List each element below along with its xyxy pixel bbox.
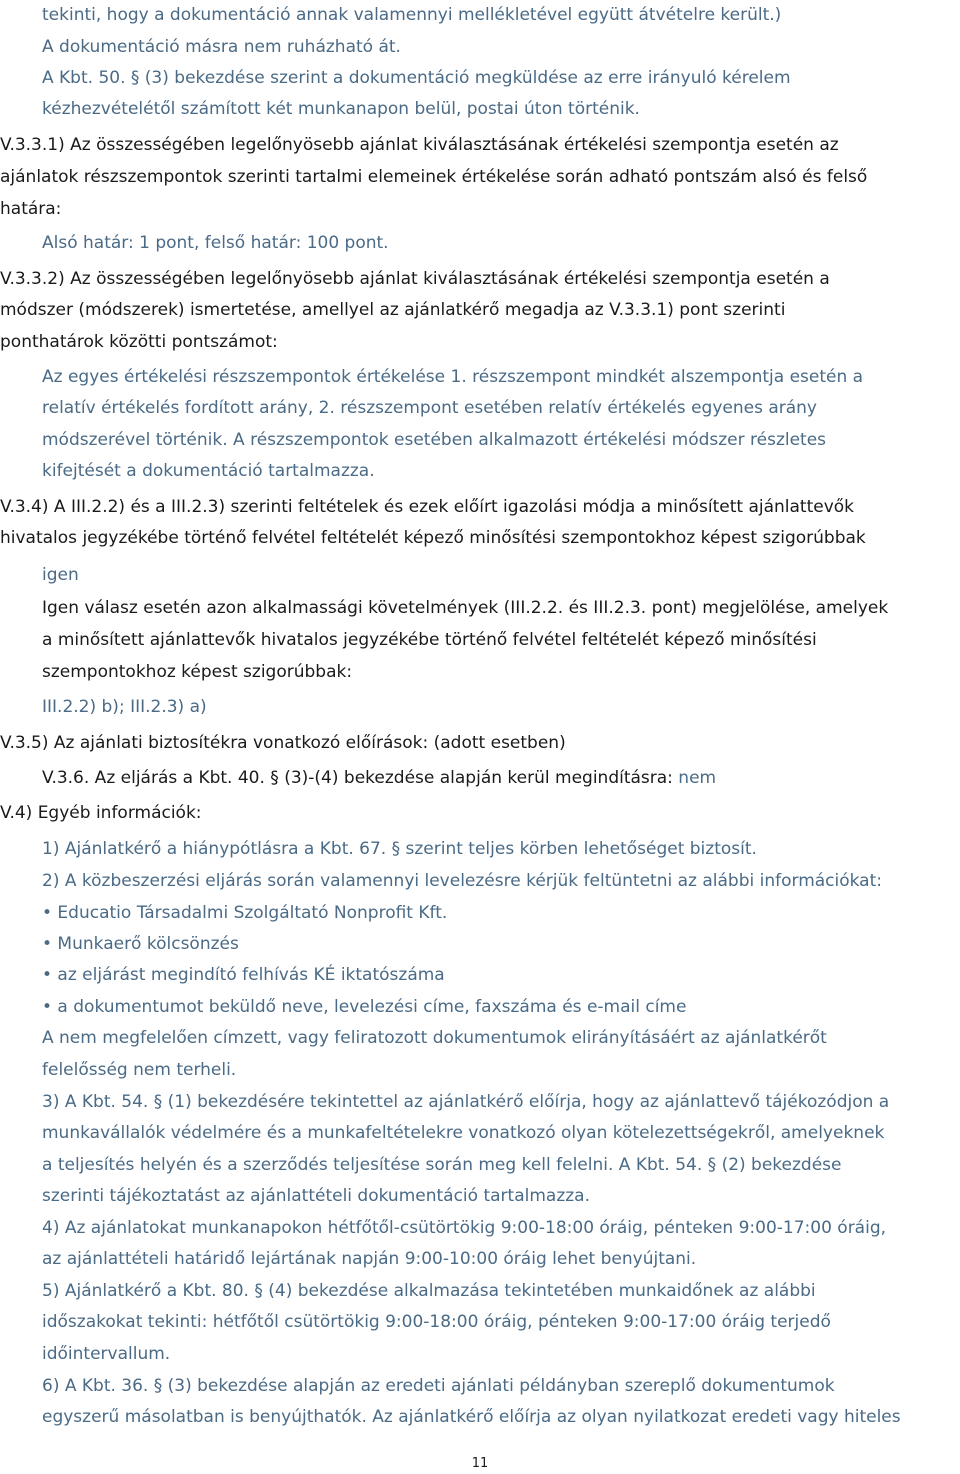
bullet-item: • az eljárást megindító felhívás KÉ iktatószáma (42, 965, 445, 985)
text-line: egyszerű másolatban is benyújthatók. Az ajánlatkérő előírja az olyan nyilatkozat eredeti vagy hiteles (42, 1407, 901, 1427)
list-item: 2) A közbeszerzési eljárás során valamennyi levelezésre kérjük feltüntetni az alábbi információkat: (42, 871, 882, 891)
section-heading: V.3.4) A III.2.2) és a III.2.3) szerinti feltételek és ezek előírt igazolási módja a minősített ajánlattevők (0, 497, 855, 517)
text-line: a minősített ajánlattevők hivatalos jegyzékébe történő felvétel feltételét képező minősítési (42, 630, 817, 650)
bullet-item: • Educatio Társadalmi Szolgáltató Nonprofit Kft. (42, 903, 448, 923)
text-line: időszakokat tekinti: hétfőtől csütörtökig 9:00-18:00 óráig, pénteken 9:00-17:00 óráig terjedő (42, 1312, 831, 1332)
list-item: 6) A Kbt. 36. § (3) bekezdése alapján az eredeti ajánlati példányban szereplő dokumentumok (42, 1376, 835, 1396)
text-line: ajánlatok részszempontok szerinti tartalmi elemeinek értékelése során adható pontszám alsó és felső (0, 167, 868, 187)
section-heading: V.3.5) Az ajánlati biztosítékra vonatkozó előírások: (adott esetben) (0, 733, 566, 753)
list-item: 3) A Kbt. 54. § (1) bekezdésére tekintettel az ajánlatkérő előírja, hogy az ajánlattevő tájékozódjon a (42, 1092, 890, 1112)
text-line: Igen válasz esetén azon alkalmassági követelmények (III.2.2. és III.2.3. pont) megjelölése, amelyek (42, 598, 889, 618)
text-line: Az egyes értékelési részszempontok értékelése 1. részszempont mindkét alszempontja esetén a (42, 367, 864, 387)
answer-value: III.2.2) b); III.2.3) a) (42, 697, 207, 717)
text-line: tekinti, hogy a dokumentáció annak valamennyi mellékletével együtt átvételre került.) (42, 5, 782, 25)
text-line: időintervallum. (42, 1344, 171, 1364)
text-line: A nem megfelelően címzett, vagy feliratozott dokumentumok elirányításáért az ajánlatkérőt (42, 1028, 827, 1048)
text-line: a teljesítés helyén és a szerződés teljesítése során meg kell felelni. A Kbt. 54. § (2) bekezdése (42, 1155, 842, 1175)
text-line: szempontokhoz képest szigorúbbak: (42, 662, 353, 682)
question-text: V.3.6. Az eljárás a Kbt. 40. § (3)-(4) bekezdése alapján kerül megindításra: (42, 768, 673, 788)
answer-value: nem (672, 768, 717, 788)
text-line: határa: (0, 199, 62, 219)
list-item: 1) Ajánlatkérő a hiánypótlásra a Kbt. 67. § szerint teljes körben lehetőséget biztosít. (42, 839, 757, 859)
section-heading: V.3.3.2) Az összességében legelőnyösebb ajánlat kiválasztásának értékelési szempontja esetén a (0, 269, 830, 289)
text-line: kézhezvételétől számított két munkanapon belül, postai úton történik. (42, 99, 640, 119)
text-line: relatív értékelés fordított arány, 2. részszempont esetében relatív értékelés egyenes arány (42, 398, 817, 418)
text-line: ponthatárok közötti pontszámot: (0, 332, 278, 352)
page-number: 11 (471, 1456, 489, 1471)
text-line: szerinti tájékoztatást az ajánlattételi dokumentáció tartalmazza. (42, 1186, 590, 1206)
text-line: módszerével történik. A részszempontok esetében alkalmazott értékelési módszer részletes (42, 430, 827, 450)
text-line: felelősség nem terheli. (42, 1060, 237, 1080)
text-line: módszer (módszerek) ismertetése, amellyel az ajánlatkérő megadja az V.3.3.1) pont szerinti (0, 300, 786, 320)
section-heading: V.4) Egyéb információk: (0, 803, 202, 823)
text-line (42, 767, 716, 789)
bullet-item: • Munkaerő kölcsönzés (42, 934, 239, 954)
text-line: A dokumentáció másra nem ruházható át. (42, 37, 401, 57)
text-line: hivatalos jegyzékébe történő felvétel feltételét képező minősítési szempontokhoz képest szigorúbbak (0, 528, 866, 548)
text-line: Alsó határ: 1 pont, felső határ: 100 pont. (42, 233, 389, 253)
list-item: 4) Az ajánlatokat munkanapokon hétfőtől-csütörtökig 9:00-18:00 óráig, pénteken 9:00-17:00 óráig, (42, 1218, 887, 1238)
bullet-item: • a dokumentumot beküldő neve, levelezési címe, faxszáma és e-mail címe (42, 997, 687, 1017)
text-line: A Kbt. 50. § (3) bekezdése szerint a dokumentáció megküldése az erre irányuló kérelem (42, 68, 791, 88)
text-line: kifejtését a dokumentáció tartalmazza. (42, 461, 375, 481)
section-heading: V.3.3.1) Az összességében legelőnyösebb ajánlat kiválasztásának értékelési szempontja esetén az (0, 135, 839, 155)
answer-value: igen (42, 565, 79, 585)
text-line: az ajánlattételi határidő lejártának napján 9:00-10:00 óráig lehet benyújtani. (42, 1249, 697, 1269)
text-line: munkavállalók védelmére és a munkafeltételekre vonatkozó olyan kötelezettségekről, amelyeknek (42, 1123, 885, 1143)
list-item: 5) Ajánlatkérő a Kbt. 80. § (4) bekezdése alkalmazása tekintetében munkaidőnek az alábbi (42, 1281, 816, 1301)
